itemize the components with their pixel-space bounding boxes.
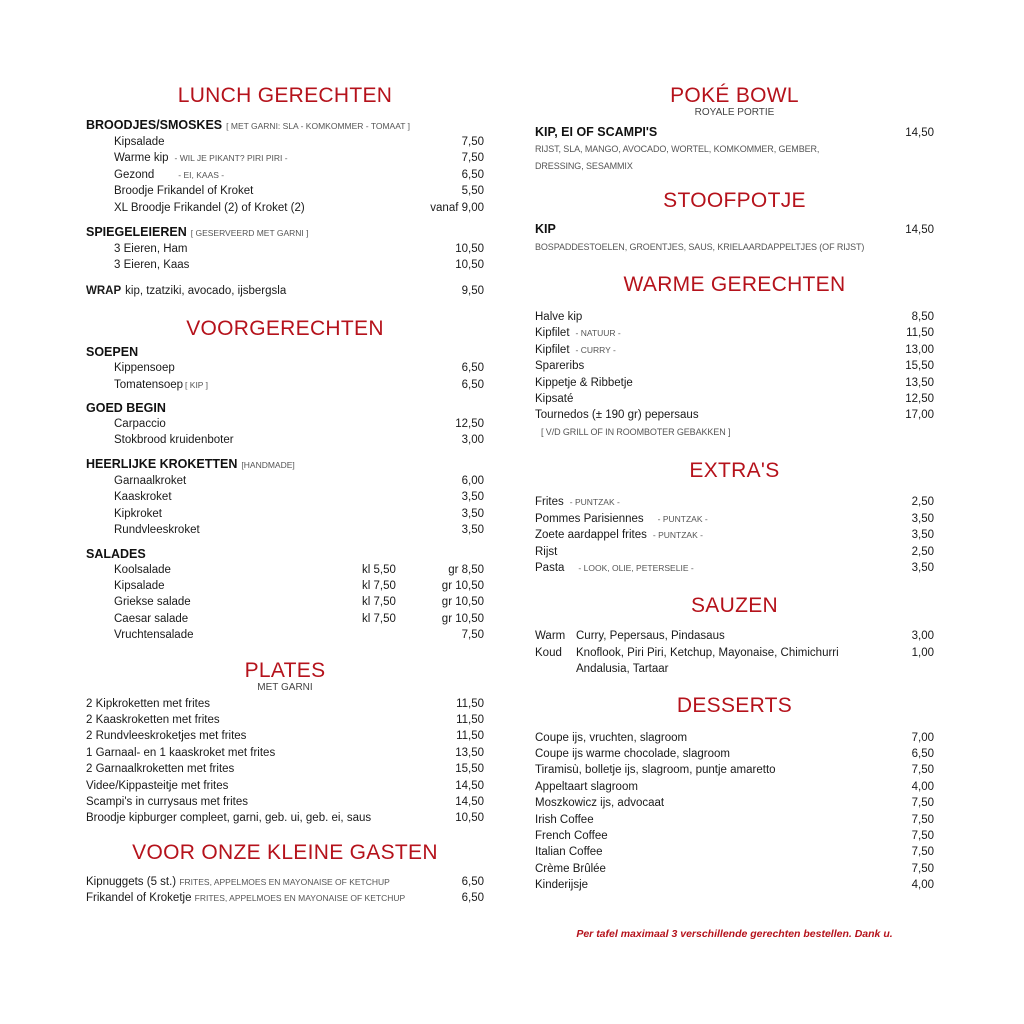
broodjes-heading — [86, 117, 484, 134]
menu-item: Frikandel of Kroketje FRITES, APPELMOES EN MAYONAISE OF KETCHUP 6,50 — [86, 892, 484, 905]
menu-item: Kippensoep 6,50 — [114, 362, 484, 375]
right-column — [535, 83, 934, 894]
warme-gerechten-title: WARME GERECHTEN — [623, 273, 846, 297]
menu-item: Kipsaté 12,50 — [535, 393, 934, 406]
poke-title: POKÉ BOWL — [670, 84, 799, 107]
menu-item: Broodje Frikandel of Kroket 5,50 — [114, 185, 484, 198]
footer-note: Per tafel maximaal 3 verschillende gerechten bestellen. Dank u. — [576, 928, 893, 940]
wrap-item: WRAP kip, tzatziki, avocado, ijsbergsla 9,50 — [86, 284, 484, 297]
extras-title: EXTRA'S — [689, 459, 780, 483]
menu-item: Pommes Parisiennes - PUNTZAK - 3,50 — [535, 512, 934, 525]
poke-desc-2: DRESSING, SESAMMIX — [535, 160, 633, 171]
menu-item: Garnaalkroket 6,00 — [114, 474, 484, 487]
menu-item: Rundvleeskroket 3,50 — [114, 524, 484, 537]
poke-item: KIP, EI OF SCAMPI'S 14,50 — [535, 125, 934, 139]
menu-item: Kipnuggets (5 st.) FRITES, APPELMOES EN MAYONAISE OF KETCHUP 6,50 — [86, 875, 484, 888]
menu-item: Videe/Kippasteitje met frites 14,50 — [86, 779, 484, 792]
stoof-desc: BOSPADDESTOELEN, GROENTJES, SAUS, KRIELAARDAPPELTJES (OF RIJST) — [535, 241, 865, 252]
menu-item: Coupe ijs, vruchten, slagroom 7,00 — [535, 731, 934, 744]
menu-item: Appeltaart slagroom 4,00 — [535, 780, 934, 793]
kids-title: VOOR ONZE KLEINE GASTEN — [132, 840, 438, 864]
sauce-koud-cont: Andalusia, Tartaar — [576, 663, 669, 676]
salad-item: Kipsalade kl 7,50 gr 10,50 — [114, 579, 484, 592]
plates-subtitle: MET GARNI — [257, 681, 313, 693]
kroketten-heading: HEERLIJKE KROKETTEN [HANDMADE] — [86, 456, 295, 471]
menu-item: Kippetje & Ribbetje 13,50 — [535, 376, 934, 389]
soepen-heading: SOEPEN — [86, 345, 139, 360]
grill-note: [ V/D GRILL OF IN ROOMBOTER GEBAKKEN ] — [541, 426, 731, 437]
poke-subtitle: ROYALE PORTIE — [694, 107, 775, 118]
sauce-koud: Koud Knoflook, Piri Piri, Ketchup, Mayonaise, Chimichurri 1,00 — [535, 646, 934, 659]
menu-item: 2 Garnaalkroketten met frites 15,50 — [86, 763, 484, 776]
lunch-title: LUNCH GERECHTEN — [177, 84, 393, 107]
menu-item: French Coffee 7,50 — [535, 829, 934, 842]
salad-item: Vruchtensalade 7,50 — [114, 629, 484, 642]
stoofpotje-title: STOOFPOTJE — [663, 189, 806, 213]
goed-begin-heading: GOED BEGIN — [86, 401, 166, 416]
menu-item: 1 Garnaal- en 1 kaaskroket met frites 13,50 — [86, 746, 484, 759]
menu-item: Moszkowicz ijs, advocaat 7,50 — [535, 797, 934, 810]
menu-item: Zoete aardappel frites - PUNTZAK - 3,50 — [535, 529, 934, 542]
menu-item: Kipkroket 3,50 — [114, 507, 484, 520]
spiegeleieren-heading: SPIEGELEIEREN [ GESERVEERD MET GARNI ] — [86, 225, 309, 240]
menu-item: Kaaskroket 3,50 — [114, 491, 484, 504]
menu-item: Italian Coffee 7,50 — [535, 846, 934, 859]
sauce-warm: Warm Curry, Pepersaus, Pindasaus 3,00 — [535, 630, 934, 643]
stoof-item: KIP 14,50 — [535, 222, 934, 237]
menu-item: Coupe ijs warme chocolade, slagroom 6,50 — [535, 747, 934, 760]
menu-item: Irish Coffee 7,50 — [535, 813, 934, 826]
left-column — [86, 83, 484, 907]
plates-title: PLATES — [244, 658, 326, 682]
sauzen-title: SAUZEN — [691, 594, 778, 618]
menu-item: Warme kip - WIL JE PIKANT? PIRI PIRI - 7,50 — [114, 152, 484, 165]
salad-item: Caesar salade kl 7,50 gr 10,50 — [114, 612, 484, 625]
salad-item: Koolsalade kl 5,50 gr 8,50 — [114, 563, 484, 576]
menu-item: Tournedos (± 190 gr) pepersaus 17,00 — [535, 409, 934, 422]
menu-item: Crème Brûlée 7,50 — [535, 862, 934, 875]
menu-item: Carpaccio 12,50 — [114, 418, 484, 431]
menu-item: 3 Eieren, Ham 10,50 — [114, 243, 484, 256]
menu-item: Broodje kipburger compleet, garni, geb. ui, geb. ei, saus 10,50 — [86, 812, 484, 825]
menu-item: Halve kip 8,50 — [535, 311, 934, 324]
voorgerechten-title: VOORGERECHTEN — [186, 317, 384, 341]
menu-item: Kipfilet - NATUUR - 11,50 — [535, 327, 934, 340]
menu-item: 2 Kipkroketten met frites 11,50 — [86, 697, 484, 710]
menu-item: Kipfilet - CURRY - 13,00 — [535, 343, 934, 356]
menu-item: 2 Rundvleeskroketjes met frites 11,50 — [86, 730, 484, 743]
desserts-title: DESSERTS — [676, 693, 793, 717]
menu-item: Kipsalade 7,50 — [114, 136, 484, 148]
broodjes-label: BROODJES/SMOSKES — [86, 118, 223, 132]
menu-item: Gezond - EI, KAAS - 6,50 — [114, 168, 484, 181]
salades-heading: SALADES — [86, 546, 146, 561]
menu-item: Stokbrood kruidenboter 3,00 — [114, 434, 484, 447]
menu-item: Kinderijsje 4,00 — [535, 879, 934, 892]
poke-desc-1: RIJST, SLA, MANGO, AVOCADO, WORTEL, KOMKOMMER, GEMBER, — [535, 144, 820, 155]
menu-item: XL Broodje Frikandel (2) of Kroket (2) vanaf 9,00 — [114, 201, 484, 214]
menu-item: Pasta - LOOK, OLIE, PETERSELIE - 3,50 — [535, 561, 934, 574]
menu-item: Rijst 2,50 — [535, 545, 934, 558]
salad-item: Griekse salade kl 7,50 gr 10,50 — [114, 596, 484, 609]
menu-item: Tomatensoep [ KIP ] 6,50 — [114, 378, 484, 391]
menu-item: Frites - PUNTZAK - 2,50 — [535, 496, 934, 509]
broodjes-note: [ MET GARNI: SLA - KOMKOMMER - TOMAAT ] — [226, 121, 411, 131]
menu-item: Tiramisù, bolletje ijs, slagroom, puntje amaretto 7,50 — [535, 764, 934, 777]
menu-item: 2 Kaaskroketten met frites 11,50 — [86, 713, 484, 726]
menu-item: 3 Eieren, Kaas 10,50 — [114, 259, 484, 272]
menu-item: Scampi's in currysaus met frites 14,50 — [86, 795, 484, 808]
menu-item: Spareribs 15,50 — [535, 360, 934, 373]
